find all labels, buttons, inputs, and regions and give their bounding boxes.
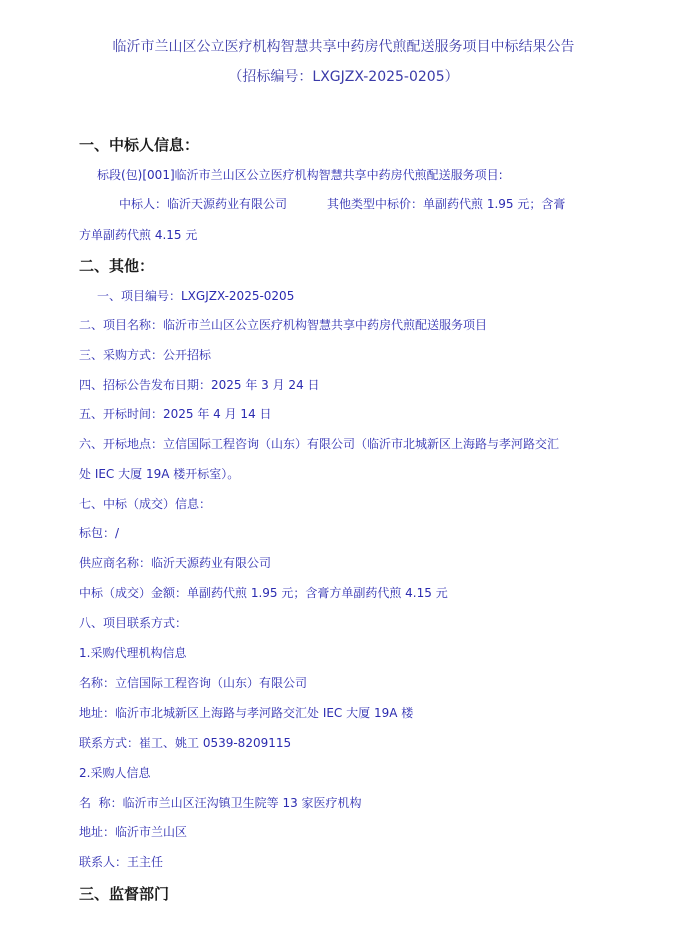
winner-price-continued: 方单副药代煎 4.15 元 [79, 228, 198, 242]
item-award-info: 七、中标（成交）信息： [79, 497, 212, 511]
item-opening-location-continued: 处 IEC 大厦 19A 楼开标室）。 [79, 467, 240, 481]
item-procurement-method: 三、采购方式：公开招标 [79, 348, 212, 362]
section-supervision-heading: 三、监督部门 [79, 885, 170, 903]
item-project-number: 一、项目编号：LXGJZX-2025-0205 [97, 289, 295, 303]
item-agency-name: 名称：立信国际工程咨询（山东）有限公司 [79, 676, 308, 690]
winner-line [119, 195, 565, 212]
item-purchaser-name: 名 称：临沂市兰山区汪沟镇卫生院等 13 家医疗机构 [79, 796, 362, 810]
item-agency-heading: 1.采购代理机构信息 [79, 646, 187, 660]
item-opening-time: 五、开标时间：2025 年 4 月 14 日 [79, 407, 272, 421]
item-opening-location: 六、开标地点：立信国际工程咨询（山东）有限公司（临沂市北城新区上海路与孝河路交汇 [79, 437, 560, 451]
item-agency-address: 地址：临沂市北城新区上海路与孝河路交汇处 IEC 大厦 19A 楼 [79, 706, 414, 720]
section-other-heading: 二、其他： [79, 257, 155, 275]
tender-number-subtitle: （招标编号：LXGJZX-2025-0205） [228, 69, 459, 85]
item-contact-heading: 八、项目联系方式： [79, 616, 188, 630]
item-project-name: 二、项目名称：临沂市兰山区公立医疗机构智慧共享中药房代煎配送服务项目 [79, 318, 488, 332]
item-purchaser-heading: 2.采购人信息 [79, 766, 151, 780]
item-supplier-name: 供应商名称：临沂天源药业有限公司 [79, 556, 272, 570]
lot-line: 标段(包)[001]临沂市兰山区公立医疗机构智慧共享中药房代煎配送服务项目: [97, 168, 503, 182]
winner-price: 其他类型中标价：单副药代煎 1.95 元；含膏 [327, 197, 566, 211]
winner-name: 中标人：临沂天源药业有限公司 [119, 197, 288, 211]
section-winner-heading: 一、中标人信息： [79, 136, 200, 154]
item-lot: 标包：/ [79, 526, 120, 540]
document-title: 临沂市兰山区公立医疗机构智慧共享中药房代煎配送服务项目中标结果公告 [112, 39, 575, 55]
item-purchaser-contact: 联系人：王主任 [79, 855, 164, 869]
item-purchaser-address: 地址：临沂市兰山区 [79, 825, 188, 839]
item-award-amount: 中标（成交）金额：单副药代煎 1.95 元；含膏方单副药代煎 4.15 元 [79, 586, 448, 600]
item-announcement-date: 四、招标公告发布日期：2025 年 3 月 24 日 [79, 378, 320, 392]
item-agency-contact: 联系方式：崔工、姚工 0539-8209115 [79, 736, 292, 750]
